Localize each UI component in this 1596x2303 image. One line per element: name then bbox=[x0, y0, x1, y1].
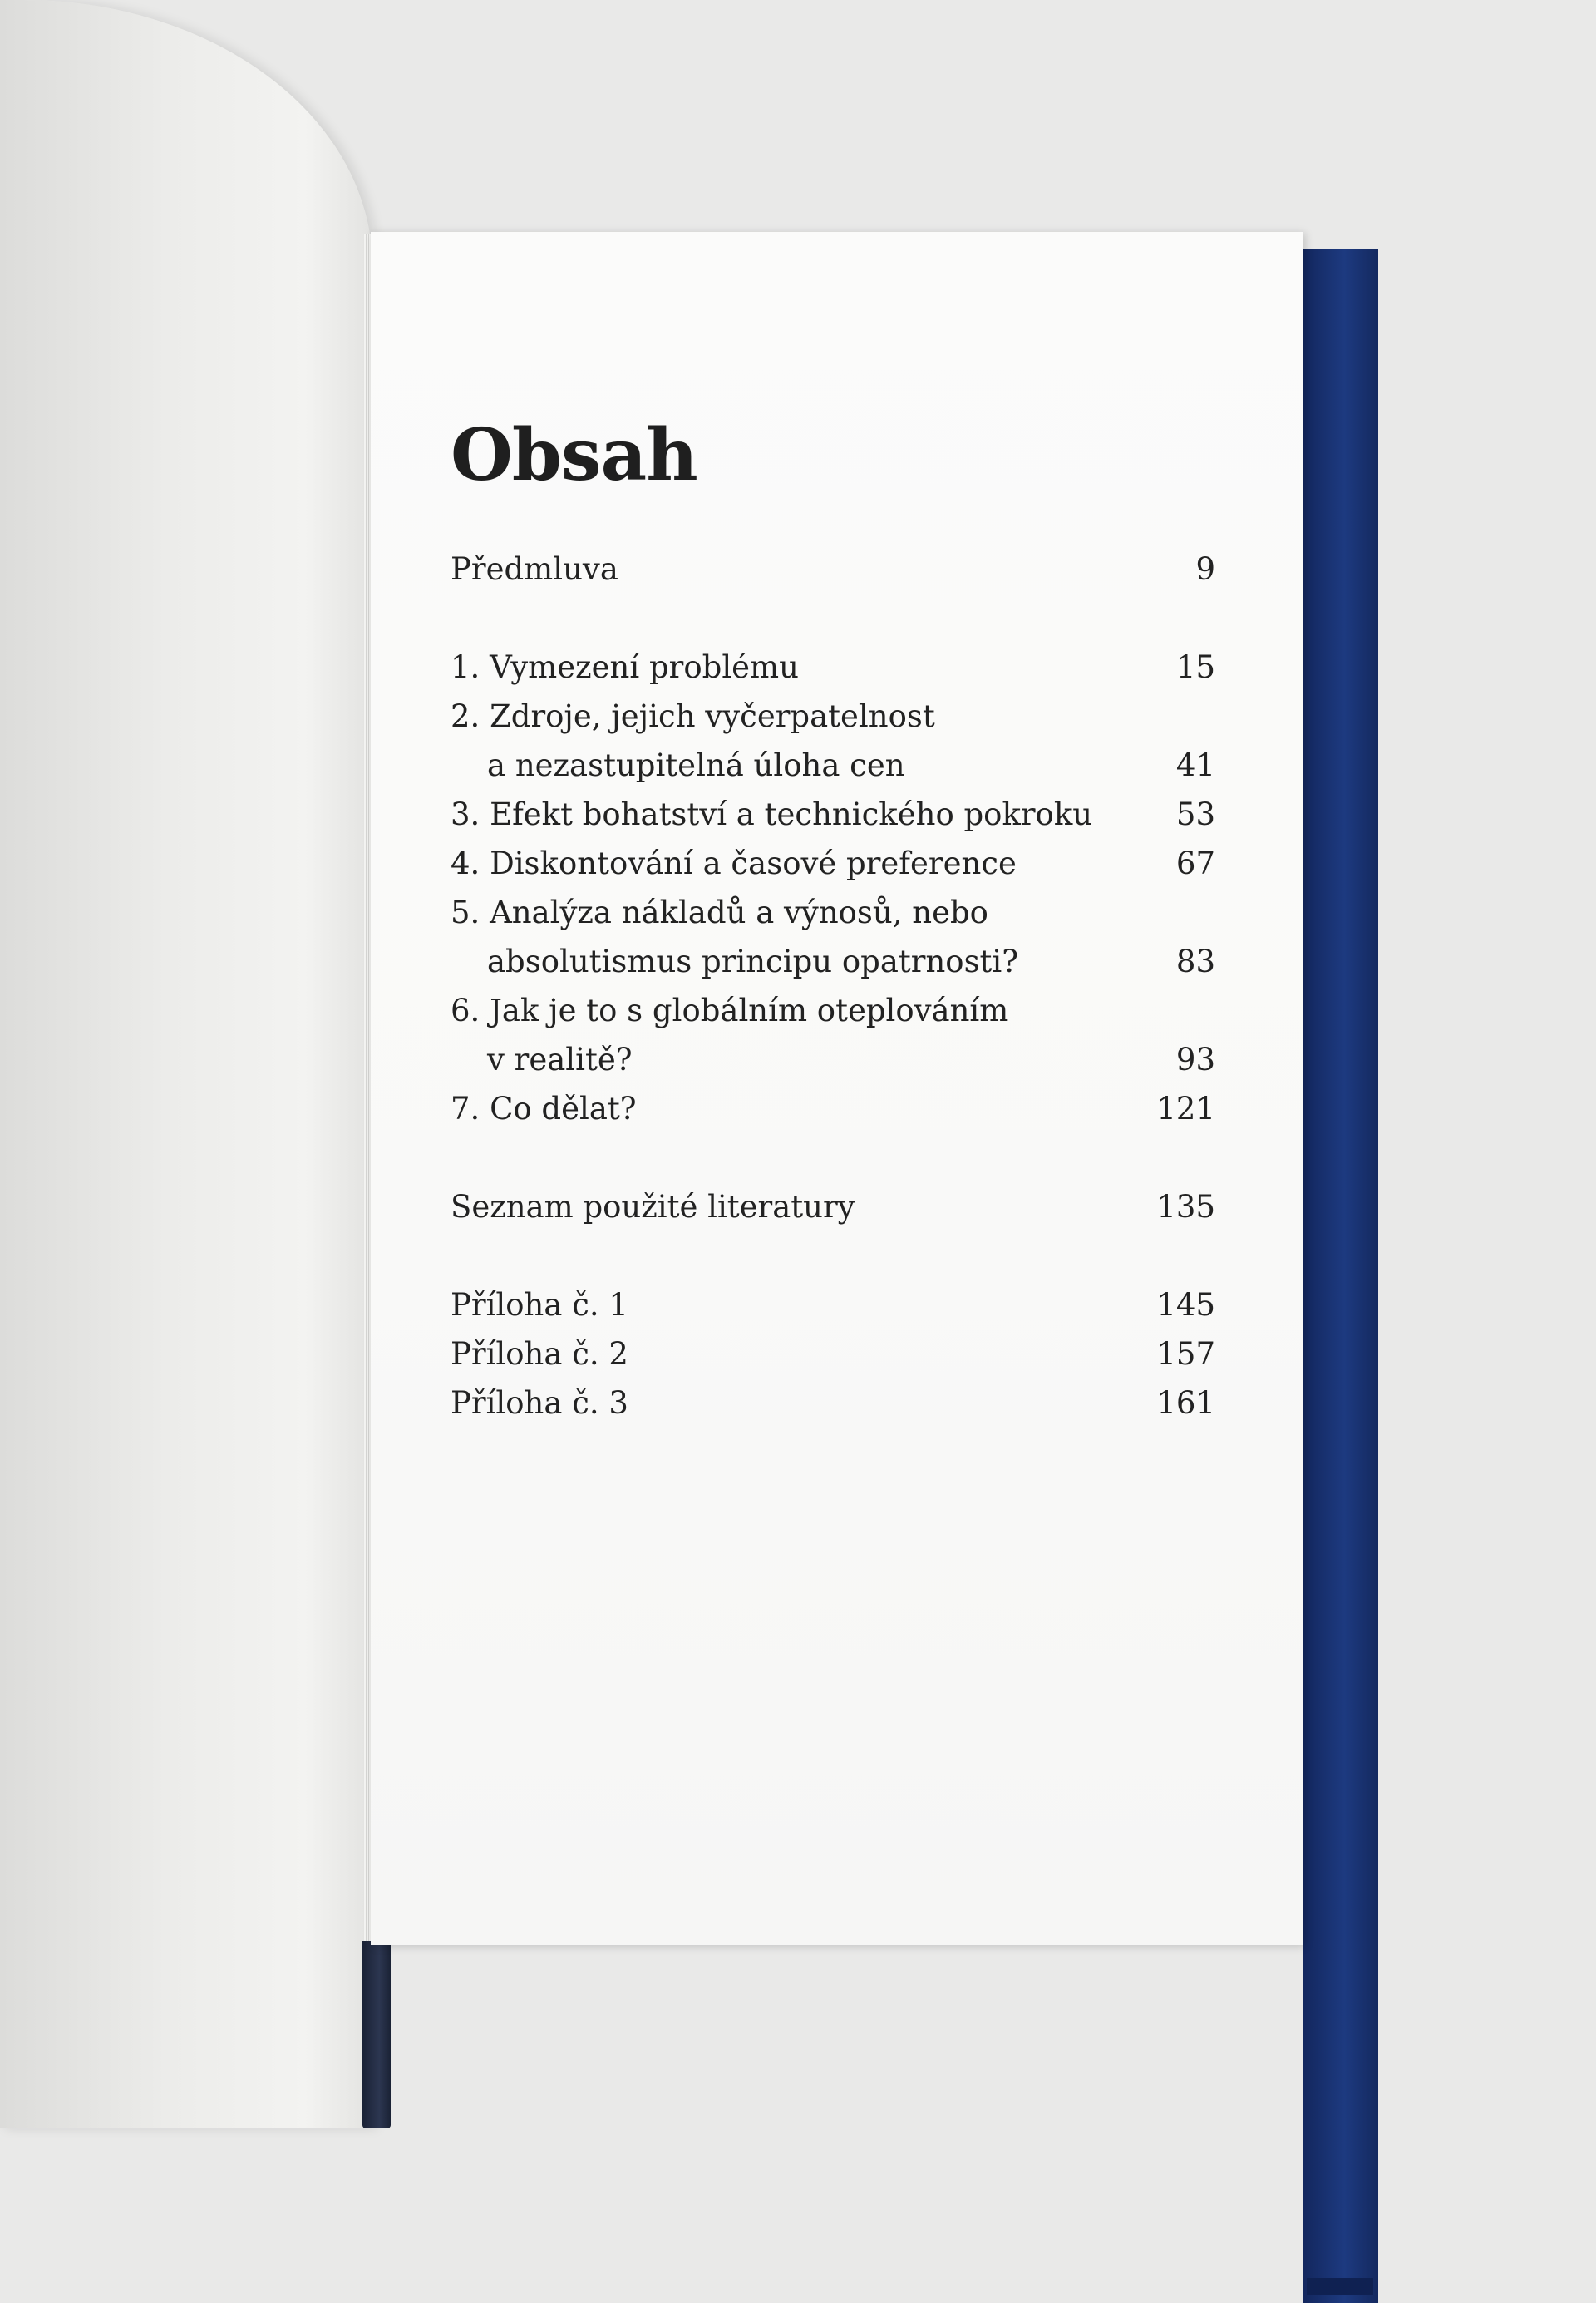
toc-entry-label: 1. Vymezení problému bbox=[451, 649, 799, 685]
left-page-curl bbox=[0, 0, 372, 2128]
toc-entry-page: 53 bbox=[1175, 796, 1215, 832]
toc-entry-page: 9 bbox=[1195, 551, 1215, 587]
toc-entry-appendix-3 bbox=[451, 1378, 1215, 1428]
toc-spacer bbox=[451, 594, 1215, 643]
toc-entry-bibliography bbox=[451, 1182, 1215, 1231]
toc-entry-chapter-4 bbox=[451, 839, 1215, 888]
toc-entry-label: Předmluva bbox=[451, 551, 618, 587]
toc-entry-label: v realitě? bbox=[487, 1042, 633, 1078]
toc-entry-chapter-2-cont bbox=[451, 741, 1215, 790]
toc-entry-appendix-1 bbox=[451, 1280, 1215, 1329]
toc-entry-page: 83 bbox=[1175, 944, 1215, 979]
toc-entry-chapter-6 bbox=[451, 986, 1215, 1035]
toc-entry-page: 15 bbox=[1175, 649, 1215, 685]
toc-entry-page: 41 bbox=[1175, 747, 1215, 783]
toc-entry-page: 161 bbox=[1156, 1385, 1215, 1421]
toc-entry-label: 6. Jak je to s globálním oteplováním bbox=[451, 993, 1009, 1028]
toc-entry-label: 7. Co dělat? bbox=[451, 1091, 637, 1127]
toc-entry-label: Příloha č. 1 bbox=[451, 1287, 628, 1323]
toc-entry-chapter-6-cont bbox=[451, 1035, 1215, 1084]
toc-entry-chapter-3 bbox=[451, 790, 1215, 839]
toc-spacer bbox=[451, 1133, 1215, 1182]
bookmark-ribbon bbox=[362, 1941, 391, 2128]
toc-entry-page: 135 bbox=[1156, 1189, 1215, 1225]
toc-entry-chapter-2 bbox=[451, 692, 1215, 741]
book-cover-spine bbox=[1303, 249, 1378, 2303]
toc-entry-label: Příloha č. 3 bbox=[451, 1385, 628, 1421]
table-of-contents bbox=[451, 545, 1215, 1428]
toc-entry-label: Příloha č. 2 bbox=[451, 1336, 628, 1372]
toc-entry-page: 121 bbox=[1156, 1091, 1215, 1127]
toc-entry-label: a nezastupitelná úloha cen bbox=[487, 747, 905, 783]
toc-entry-preface bbox=[451, 545, 1215, 594]
book-cover-edge bbox=[1307, 2278, 1373, 2295]
toc-entry-chapter-5-cont bbox=[451, 937, 1215, 986]
toc-entry-label: 2. Zdroje, jejich vyčerpatelnost bbox=[451, 698, 935, 734]
toc-entry-label: absolutismus principu opatrnosti? bbox=[487, 944, 1019, 979]
toc-entry-appendix-2 bbox=[451, 1329, 1215, 1378]
toc-entry-chapter-7 bbox=[451, 1084, 1215, 1133]
toc-entry-chapter-5 bbox=[451, 888, 1215, 937]
toc-entry-label: 5. Analýza nákladů a výnosů, nebo bbox=[451, 895, 988, 930]
toc-entry-label: 3. Efekt bohatství a technického pokroku bbox=[451, 796, 1093, 832]
toc-entry-page: 67 bbox=[1175, 846, 1215, 881]
toc-entry-page: 157 bbox=[1156, 1336, 1215, 1372]
toc-entry-page: 93 bbox=[1175, 1042, 1215, 1078]
page-title: Obsah bbox=[451, 413, 697, 497]
toc-spacer bbox=[451, 1231, 1215, 1280]
toc-entry-chapter-1 bbox=[451, 643, 1215, 692]
toc-entry-page: 145 bbox=[1156, 1287, 1215, 1323]
toc-entry-label: 4. Diskontování a časové preference bbox=[451, 846, 1017, 881]
toc-entry-label: Seznam použité literatury bbox=[451, 1189, 855, 1225]
